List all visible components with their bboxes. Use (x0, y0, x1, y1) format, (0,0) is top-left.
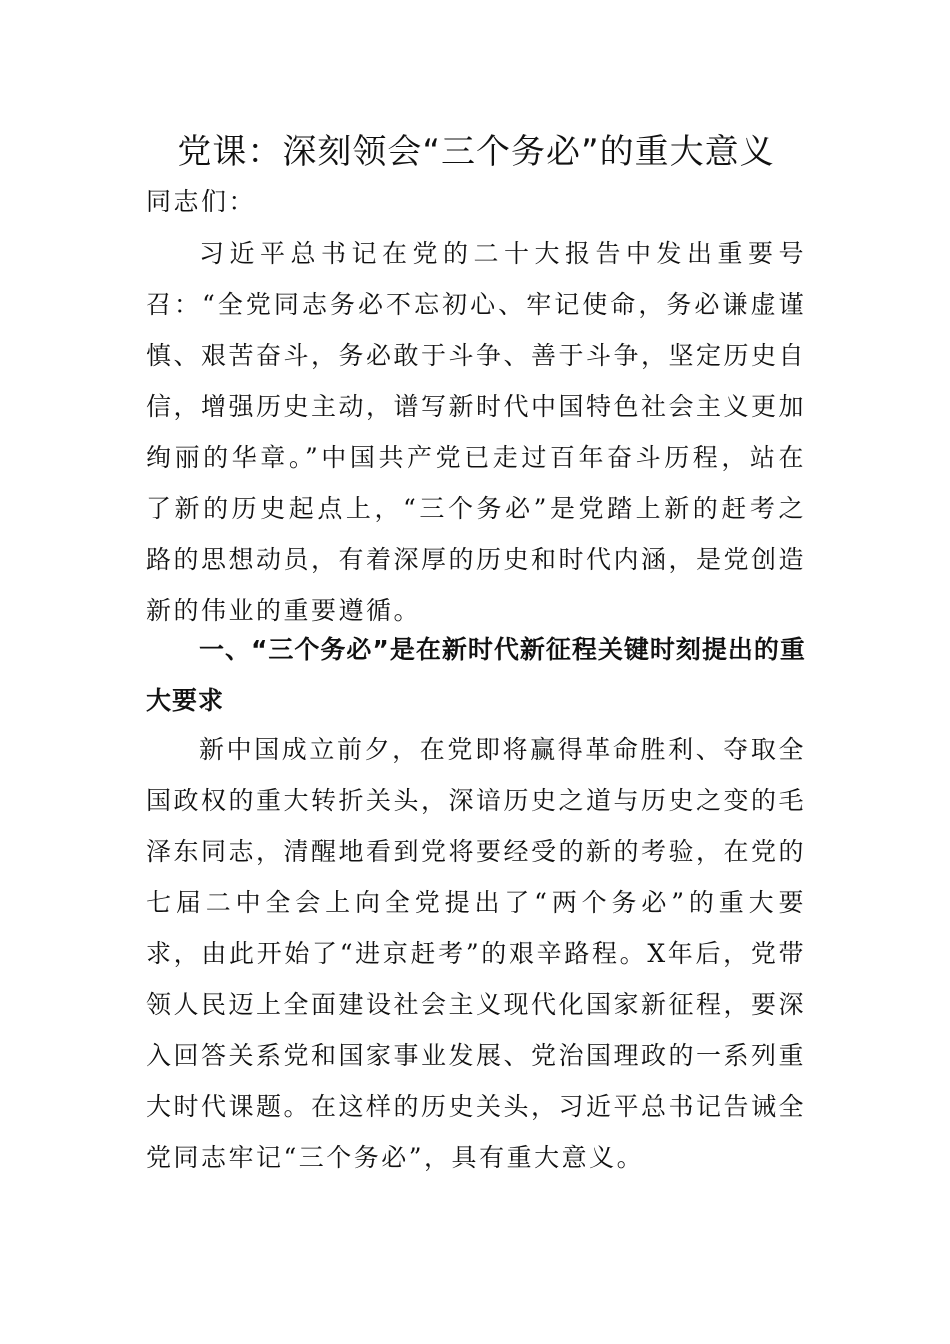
section-1-heading: 一、“三个务必”是在新时代新征程关键时刻提出的重大要求 (146, 635, 806, 715)
salutation: 同志们： (146, 187, 257, 216)
paragraph-2: 新中国成立前夕，在党即将赢得革命胜利、夺取全国政权的重大转折关头，深谙历史之道与历史之变的毛泽东同志，清醒地看到党将要经受的新的考验，在党的七届二中全会上向全党提出了“两个务必”的重大要求，由此开始了“进京赶考”的艰辛路程。X年后，党带领人民迈上全面建设社会主义现代化国家新征程，要深入回答关系党和国家事业发展、党治国理政的一系列重大时代课题。在这样的历史关头，习近平总书记告诫全党同志牢记“三个务必”，具有重大意义。 (146, 735, 807, 1172)
paragraph-1: 习近平总书记在党的二十大报告中发出重要号召：“全党同志务必不忘初心、牢记使命，务必谦虚谨慎、艰苦奋斗，务必敢于斗争、善于斗争，坚定历史自信，增强历史主动，谱写新时代中国特色社会主义更加绚丽的华章。”中国共产党已走过百年奋斗历程，站在了新的历史起点上，“三个务必”是党踏上新的赶考之路的思想动员，有着深厚的历史和时代内涵，是党创造新的伟业的重要遵循。 (146, 239, 807, 625)
document-title: 党课：深刻领会“三个务必”的重大意义 (177, 132, 775, 172)
